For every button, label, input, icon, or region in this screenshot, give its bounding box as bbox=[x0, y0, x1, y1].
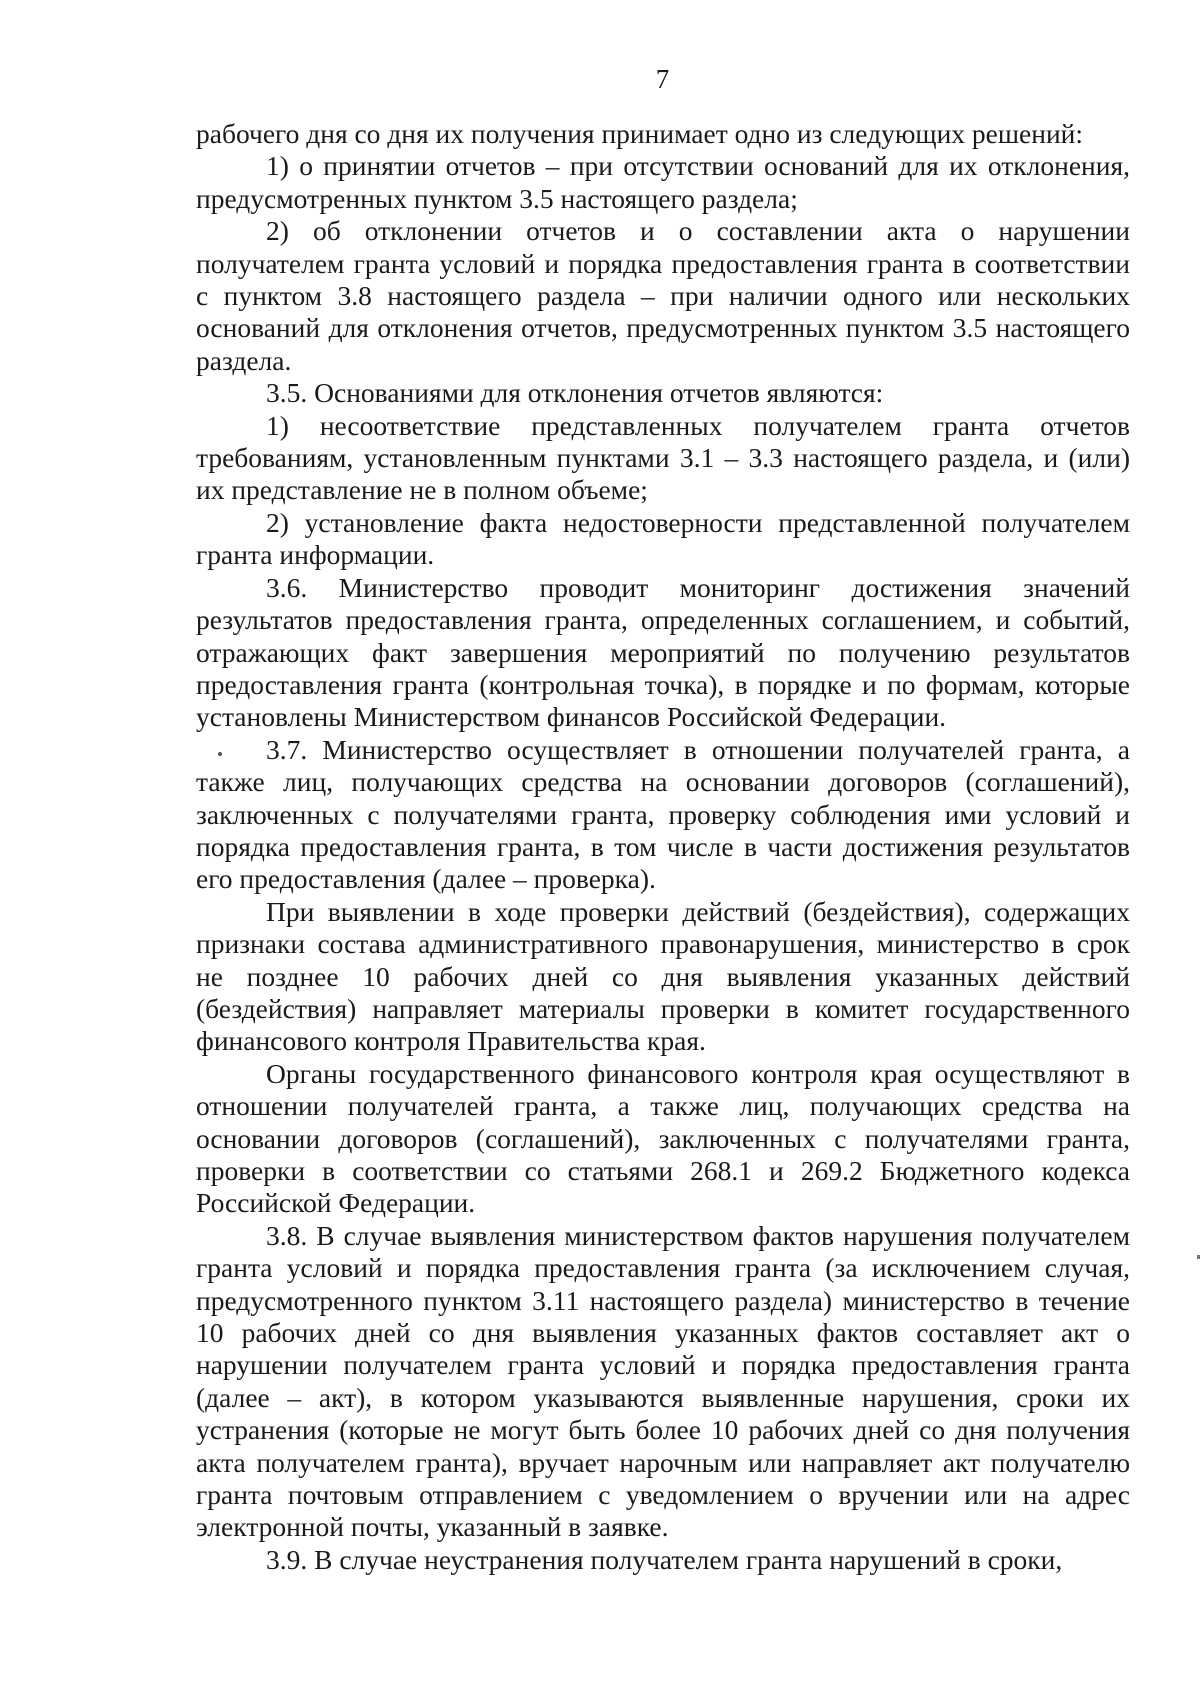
paragraph-3-6: 3.6. Министерство проводит мониторинг достижения значений результатов предоставления гранта, определенных соглашением, и событий, отражающих факт завершения мероприятий по получению результатов предоставления гранта (контрольная точка), в порядке и по формам, которые установлены Министерством финансов Российской Федерации. bbox=[196, 571, 1130, 733]
page-number: 7 bbox=[655, 64, 670, 94]
paragraph-3-5-item-1: 1) несоответствие представленных получателем гранта отчетов требованиям, установленным пунктами 3.1 – 3.3 настоящего раздела, и (или) их представление не в полном объеме; bbox=[196, 409, 1130, 506]
paragraph-item-2-reject: 2) об отклонении отчетов и о составлении акта о нарушении получателем гранта условий и порядка предоставления гранта в соответствии с пунктом 3.8 настоящего раздела – при наличии одного или нескольких оснований для отклонения отчетов, предусмотренных пунктом 3.5 настоящего раздела. bbox=[196, 215, 1130, 376]
paragraph-item-1-accept: 1) о принятии отчетов – при отсутствии оснований для их отклонения, предусмотренных пунктом 3.5 настоящего раздела; bbox=[196, 150, 1130, 214]
document-body bbox=[196, 118, 1130, 1576]
scan-speck bbox=[218, 752, 222, 756]
paragraph-3-7: 3.7. Министерство осуществляет в отношении получателей гранта, а также лиц, получающих средства на основании договоров (соглашений), заключенных с получателями гранта, проверку соблюдения ими условий и порядка предоставления гранта, в том числе в части достижения результатов его предоставления (далее – проверка). bbox=[196, 733, 1130, 895]
paragraph-3-8: 3.8. В случае выявления министерством фактов нарушения получателем гранта условий и порядка предоставления гранта (за исключением случая, предусмотренного пунктом 3.11 настоящего раздела) министерство в течение 10 рабочих дней со дня выявления указанных фактов составляет акт о нарушении получателем гранта условий и порядка предоставления гранта (далее – акт), в котором указываются выявленные нарушения, сроки их устранения (которые не могут быть более 10 рабочих дней со дня получения акта получателем гранта), вручает нарочным или направляет акт получателю гранта почтовым отправлением с уведомлением о вручении или на адрес электронной почты, указанный в заявке. bbox=[196, 1219, 1130, 1543]
paragraph-3-9: 3.9. В случае неустранения получателем гранта нарушений в сроки, bbox=[266, 1543, 1063, 1575]
paragraph-3-7-violations: При выявлении в ходе проверки действий (бездействия), содержащих признаки состава административного правонарушения, министерство в срок не позднее 10 рабочих дней со дня выявления указанных действий (бездействия) направляет материалы проверки в комитет государственного финансового контроля Правительства края. bbox=[196, 895, 1130, 1057]
paragraph-3-5: 3.5. Основаниями для отклонения отчетов являются: bbox=[266, 377, 884, 409]
paragraph-continuation: рабочего дня со дня их получения принимает одно из следующих решений: bbox=[196, 118, 1084, 149]
paragraph-3-7-control-bodies: Органы государственного финансового контроля края осуществляют в отношении получателей гранта, а также лиц, получающих средства на основании договоров (соглашений), заключенных с получателями гранта, проверки в соответствии со статьями 268.1 и 269.2 Бюджетного кодекса Российской Федерации. bbox=[196, 1057, 1130, 1219]
paragraph-3-5-item-2: 2) установление факта недостоверности представленной получателем гранта информации. bbox=[196, 506, 1130, 571]
